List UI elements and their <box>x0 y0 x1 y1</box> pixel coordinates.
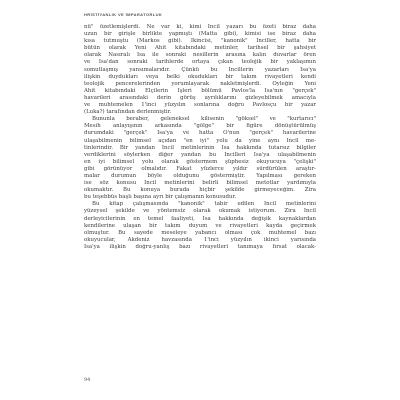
text-line: ilişkin duydukları veya belki okudukları bir takım rivayetleri kendi <box>84 73 316 80</box>
text-line: teolojik pencerelerinden yorumlayarak nakletmişlerdi. Öyleğin Yeni <box>84 80 316 87</box>
text-line: bu teşebbüs başlı başına ayrı bir çalışmanın konusudur. <box>84 194 237 201</box>
text-line: bütün olarak Yeni Ahit kitabındaki metinler, tarihsel bir şahsiyet <box>84 45 316 52</box>
text-line: olmuştur. Bu sayede meseleye yabancı olması çok muhtemel bazı <box>84 229 316 236</box>
text-line: İsa'ya ilişkin doğru-yanlış bazı rivayetleri tanımaya fırsat olacak- <box>84 243 316 250</box>
text-line: havarileri arasındaki derin görüş ayrılıklarını gizleyebilmek amacıyla <box>84 94 316 101</box>
text-line: ve muhtemelen 1'inci yüzyılın sonlarına doğru Pavlosçu bir yazar <box>84 102 316 109</box>
text-line: okumaktır. Bu konuya burada hiçbir şekilde girmeyeceğim. Zira <box>84 187 316 194</box>
text-line: malar durumun böyle olduğunu göstermiştir. Yapılması gereken <box>84 172 316 179</box>
running-head: HRİSTİYANLIK VE İMPARATORLUK <box>84 12 163 17</box>
body-text <box>84 24 316 251</box>
text-line: durumdaki "gerçek" İsa'ya ve hatta O'nun "gerçek" havarilerine <box>84 130 316 137</box>
paragraph <box>84 24 316 116</box>
text-line: ve İsa'dan sonraki tarihlerde ortaya çıkan teolojik bir yaklaşımın <box>84 59 316 66</box>
text-line: Bu kitap çalışmasında "kanonik" tabir edilen İncil metinlerini <box>92 201 316 208</box>
text-line: nü" özetlemişlerdi. Ne var ki, kimi İncil yazarı bu özeti biraz daha <box>84 24 316 30</box>
text-line: Ahit kitabındaki Elçilerin İşleri bölümü Pavlos'la İsa'nın "gerçek" <box>84 87 316 94</box>
page-number: 94 <box>84 377 91 383</box>
text-line: okuyucular, Akdeniz havzasında 1'inci yüzyılın ikinci yarısında <box>84 236 316 243</box>
text-line: derleyicilerinin en temel faaliyeti, İsa hakkında değişik kaynaklardan <box>84 215 316 222</box>
text-line: kısa tutmuştu (Markos gibi). İkincisi, "kanonik" İnciller, hatta bir <box>84 38 316 45</box>
text-line: Bununla beraber, geleneksel kilisenin "göksel" ve "kurtarıcı" <box>92 116 316 123</box>
text-line: en iyi bilimsel yolu olarak göstermem şüphesiz okuyucuya "çelişki" <box>84 158 316 165</box>
text-line: gibi görünüyor olmalıdır. Fakat yüzlerce yıldır sürdürülen araştır- <box>84 165 316 172</box>
paragraph <box>84 116 316 201</box>
text-line: ulaşabilmenin bilimsel açıdan "en iyi" yolu da yine aynı İncil me- <box>84 137 316 144</box>
text-line: olarak Nasıralı İsa ile sonraki nesillerin arasına kalın duvarlar ören <box>84 52 316 59</box>
text-line: (Luka?) tarafından derlenmiştir. <box>84 109 172 116</box>
text-line: yüzeysel şekilde ve yöntemsiz olarak okumak istiyorum. Zira İncil <box>84 208 316 215</box>
text-line: uzun bir girişle birlikte yapmıştı (Matta gibi), kimisi ise biraz daha <box>84 31 316 38</box>
text-line: kendilerine ulaşan bir takım duyum ve rivayetleri kayda geçirmek <box>84 222 316 229</box>
text-line: somutlaşmış yansımalarıdır. Çünkü bu İncillerin yazarları İsa'ya <box>84 66 316 73</box>
text-line: Mesih anlayışının arkasında "gölge" bir figüre dönüştürülmüş <box>84 123 316 130</box>
text-line: ise söz konusu İncil metinlerini belirli bilimsel metotlar yardımıyla <box>84 180 316 187</box>
text-line: verdiklerini söylerken diğer yandan bu İncilleri İsa'ya ulaşabilmenin <box>84 151 316 158</box>
text-line: tinlerindir. Bir yandan İncil metinlerinin İsa hakkında tutarsız bilgiler <box>84 144 316 151</box>
paragraph <box>84 201 316 251</box>
